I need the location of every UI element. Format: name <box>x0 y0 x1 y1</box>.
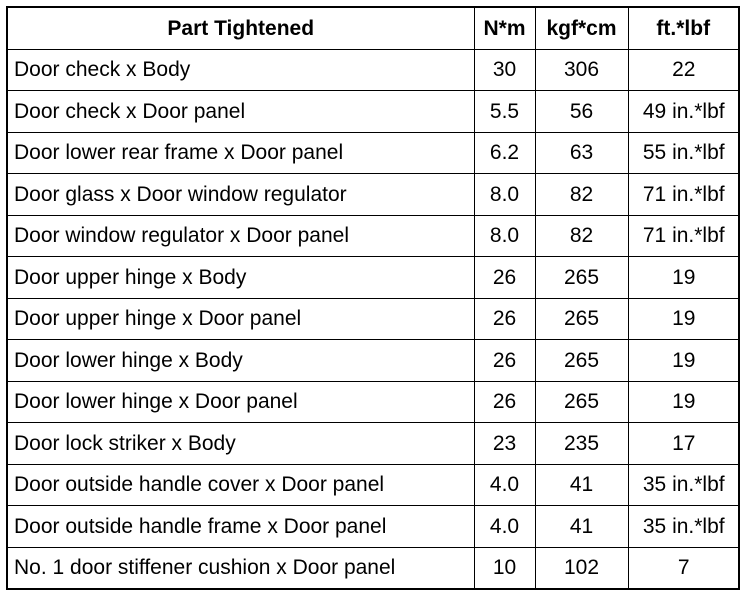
table-row <box>7 340 739 382</box>
cell-kgf-cm: 306 <box>535 49 628 91</box>
cell-kgf-cm: 56 <box>535 91 628 133</box>
cell-newton-meters: 26 <box>474 340 535 382</box>
cell-newton-meters: 5.5 <box>474 91 535 133</box>
table-body <box>7 49 739 589</box>
cell-kgf-cm: 41 <box>535 464 628 506</box>
cell-ft-lbf: 71 in.*lbf <box>628 174 739 216</box>
cell-part-tightened: Door lower hinge x Body <box>7 340 474 382</box>
cell-part-tightened: Door lower hinge x Door panel <box>7 381 474 423</box>
cell-ft-lbf: 55 in.*lbf <box>628 132 739 174</box>
cell-newton-meters: 26 <box>474 381 535 423</box>
table-row <box>7 423 739 465</box>
cell-part-tightened: Door check x Door panel <box>7 91 474 133</box>
torque-specification-table <box>6 6 740 590</box>
cell-part-tightened: Door upper hinge x Door panel <box>7 298 474 340</box>
cell-ft-lbf: 49 in.*lbf <box>628 91 739 133</box>
cell-newton-meters: 30 <box>474 49 535 91</box>
header-row <box>7 7 739 49</box>
cell-part-tightened: Door lock striker x Body <box>7 423 474 465</box>
cell-ft-lbf: 19 <box>628 298 739 340</box>
cell-part-tightened: No. 1 door stiffener cushion x Door panel <box>7 547 474 589</box>
table-row <box>7 506 739 548</box>
table-row <box>7 257 739 299</box>
cell-kgf-cm: 265 <box>535 257 628 299</box>
cell-part-tightened: Door check x Body <box>7 49 474 91</box>
cell-ft-lbf: 71 in.*lbf <box>628 215 739 257</box>
table-row <box>7 464 739 506</box>
cell-kgf-cm: 82 <box>535 174 628 216</box>
cell-kgf-cm: 235 <box>535 423 628 465</box>
header-part-tightened: Part Tightened <box>7 7 474 49</box>
cell-part-tightened: Door outside handle cover x Door panel <box>7 464 474 506</box>
header-newton-meters: N*m <box>474 7 535 49</box>
cell-part-tightened: Door window regulator x Door panel <box>7 215 474 257</box>
cell-newton-meters: 8.0 <box>474 215 535 257</box>
table-row <box>7 174 739 216</box>
table-row <box>7 49 739 91</box>
cell-kgf-cm: 41 <box>535 506 628 548</box>
header-kgf-cm: kgf*cm <box>535 7 628 49</box>
cell-newton-meters: 26 <box>474 298 535 340</box>
cell-kgf-cm: 102 <box>535 547 628 589</box>
cell-ft-lbf: 19 <box>628 257 739 299</box>
cell-newton-meters: 23 <box>474 423 535 465</box>
cell-newton-meters: 4.0 <box>474 464 535 506</box>
table-header <box>7 7 739 49</box>
cell-newton-meters: 4.0 <box>474 506 535 548</box>
cell-newton-meters: 8.0 <box>474 174 535 216</box>
cell-newton-meters: 6.2 <box>474 132 535 174</box>
cell-newton-meters: 10 <box>474 547 535 589</box>
cell-part-tightened: Door outside handle frame x Door panel <box>7 506 474 548</box>
cell-newton-meters: 26 <box>474 257 535 299</box>
header-ft-lbf: ft.*lbf <box>628 7 739 49</box>
cell-part-tightened: Door upper hinge x Body <box>7 257 474 299</box>
cell-ft-lbf: 19 <box>628 381 739 423</box>
table-row <box>7 132 739 174</box>
cell-part-tightened: Door glass x Door window regulator <box>7 174 474 216</box>
table-row <box>7 215 739 257</box>
table-row <box>7 547 739 589</box>
cell-ft-lbf: 7 <box>628 547 739 589</box>
table-row <box>7 298 739 340</box>
cell-part-tightened: Door lower rear frame x Door panel <box>7 132 474 174</box>
table-row <box>7 91 739 133</box>
cell-kgf-cm: 63 <box>535 132 628 174</box>
cell-kgf-cm: 82 <box>535 215 628 257</box>
table-row <box>7 381 739 423</box>
cell-kgf-cm: 265 <box>535 298 628 340</box>
cell-ft-lbf: 35 in.*lbf <box>628 506 739 548</box>
cell-ft-lbf: 19 <box>628 340 739 382</box>
cell-ft-lbf: 17 <box>628 423 739 465</box>
cell-ft-lbf: 35 in.*lbf <box>628 464 739 506</box>
cell-ft-lbf: 22 <box>628 49 739 91</box>
cell-kgf-cm: 265 <box>535 381 628 423</box>
cell-kgf-cm: 265 <box>535 340 628 382</box>
